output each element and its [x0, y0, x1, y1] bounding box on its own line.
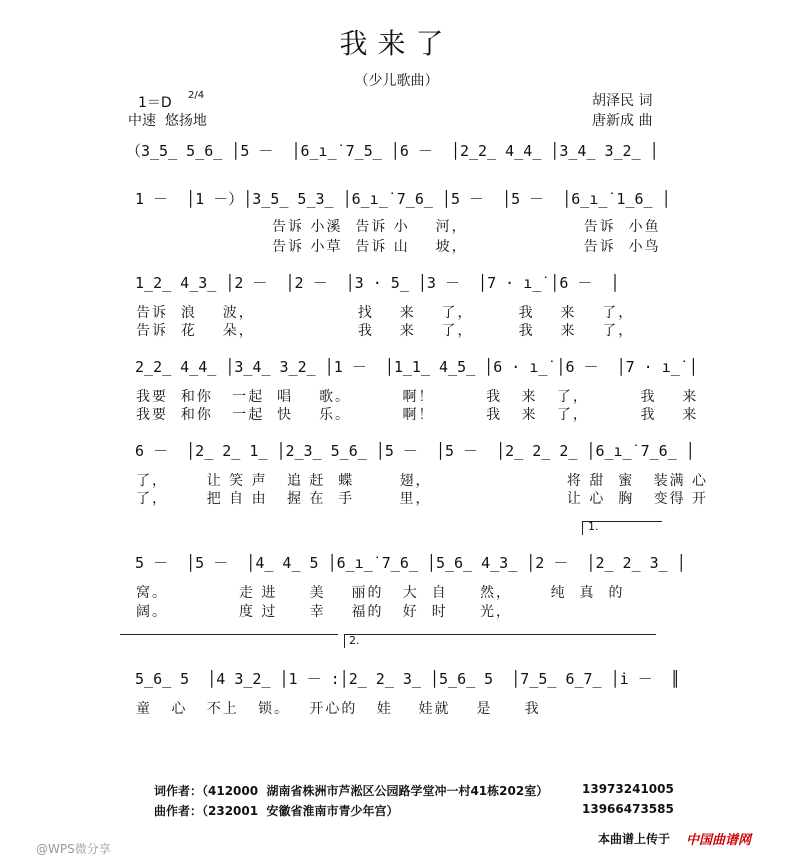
score-row-5-lyrics-2: 了， 把 自 由 握 在 手 里， 让 心 胸 变得 开 — [136, 491, 709, 507]
score-row-6-lyrics-2: 阔。 度 过 幸 福的 好 时 光， — [136, 604, 512, 620]
score-row-6-lyrics-1: 窝。 走 进 美 丽的 大 自 然， 纯 真 的 — [136, 585, 625, 601]
lyricist-phone: 13973241005 — [582, 782, 674, 796]
score-row-3-notes: 1̲2̲ 4̲3̲ │2 － │2 － │3 · 5̲ │3 － │7 · i̲̇ │6 － │ — [126, 274, 620, 292]
volta-1-bracket-side — [582, 521, 583, 535]
song-title: 我来了 — [339, 27, 454, 60]
volta-2-label: 2. — [349, 634, 360, 647]
score-row-6-notes: 5 － │5 － │4̲ 4̲ 5 │6̲i̲̇ 7̲6̲ │5̲6̲ 4̲3̲ │2 － │2̲ 2̲ 3̲ │ — [126, 554, 686, 572]
score-row-4-notes: 2̲2̲ 4̲4̲ │3̲4̲ 3̲2̲ │1 － │1̲1̲ 4̲5̲ │6 · i̲̇ │6 － │7 · i̲̇ │ — [126, 358, 698, 376]
score-row-5-lyrics-1: 了， 让 笑 声 追 赶 蝶 翅， 将 甜 蜜 装满 心 — [136, 473, 709, 489]
score-row-1-notes: （3̲5̲ 5̲6̲ │5 － │6̲i̲̇ 7̲5̲ │6 － │2̲2̲ 4̲4̲ │3̲4̲ 3̲2̲ │ — [126, 142, 659, 160]
composer-address: 曲作者：（232001 安徽省淮南市青少年宫） — [154, 804, 399, 818]
song-subtitle: （少儿歌曲） — [354, 73, 439, 89]
score-row-4-lyrics-1: 我要 和你 一起 唱 歌。 啊！ 我 来 了， 我 来 — [136, 389, 699, 405]
score-row-2-lyrics-2: 告诉 小草 告诉 山 坡， 告诉 小鸟 — [272, 239, 661, 255]
score-row-7-lyrics-1: 童 心 不上 锁。 开心的 娃 娃就 是 我 — [136, 701, 541, 717]
score-row-2-lyrics-1: 告诉 小溪 告诉 小 河， 告诉 小鱼 — [272, 219, 661, 235]
volta-2-bracket-side — [344, 634, 345, 648]
time-signature: 2/4 — [188, 90, 205, 101]
composer-phone: 13966473585 — [582, 802, 674, 816]
score-row-3-lyrics-1: 告诉 浪 波， 找 来 了， 我 来 了， — [136, 305, 635, 321]
wps-watermark: @WPS微分享 — [36, 842, 111, 856]
volta-2-bracket — [344, 634, 656, 635]
score-row-2-notes: 1 － │1 －）│3̲5̲ 5̲3̲ │6̲i̲̇ 7̲6̲ │5 － │5 － │6̲i̲̇ 1̲6̲ │ — [126, 190, 671, 208]
volta-1-continuation — [120, 634, 338, 635]
score-row-7-notes: 5̲6̲ 5 │4 3̲2̲ │1 － :│2̲ 2̲ 3̲ │5̲6̲ 5 │7̲5̲ 6̲7̲ │i̇ － ║ — [126, 670, 680, 688]
score-row-3-lyrics-2: 告诉 花 朵， 我 来 了， 我 来 了， — [136, 323, 635, 339]
lyricist-address: 词作者：（412000 湖南省株洲市芦淞区公园路学堂冲一村41栋202室） — [154, 784, 549, 798]
composer-credit: 唐新成 曲 — [592, 113, 653, 129]
upload-note: 本曲谱上传于 — [598, 832, 671, 846]
volta-1-label: 1. — [588, 520, 599, 533]
score-row-5-notes: 6 － │2̲ 2̲ 1̲ │2̲3̲ 5̲6̲ │5 － │5 － │2̲ 2̲ 2̲ │6̲i̲̇ 7̲6̲ │ — [126, 442, 695, 460]
lyricist-credit: 胡泽民 词 — [592, 93, 653, 109]
score-row-4-lyrics-2: 我要 和你 一起 快 乐。 啊！ 我 来 了， 我 来 — [136, 407, 699, 423]
key-signature: 1＝D — [138, 95, 172, 111]
tempo-marking: 中速 悠扬地 — [128, 113, 207, 129]
site-logo[interactable]: 中国曲谱网 — [686, 833, 752, 848]
